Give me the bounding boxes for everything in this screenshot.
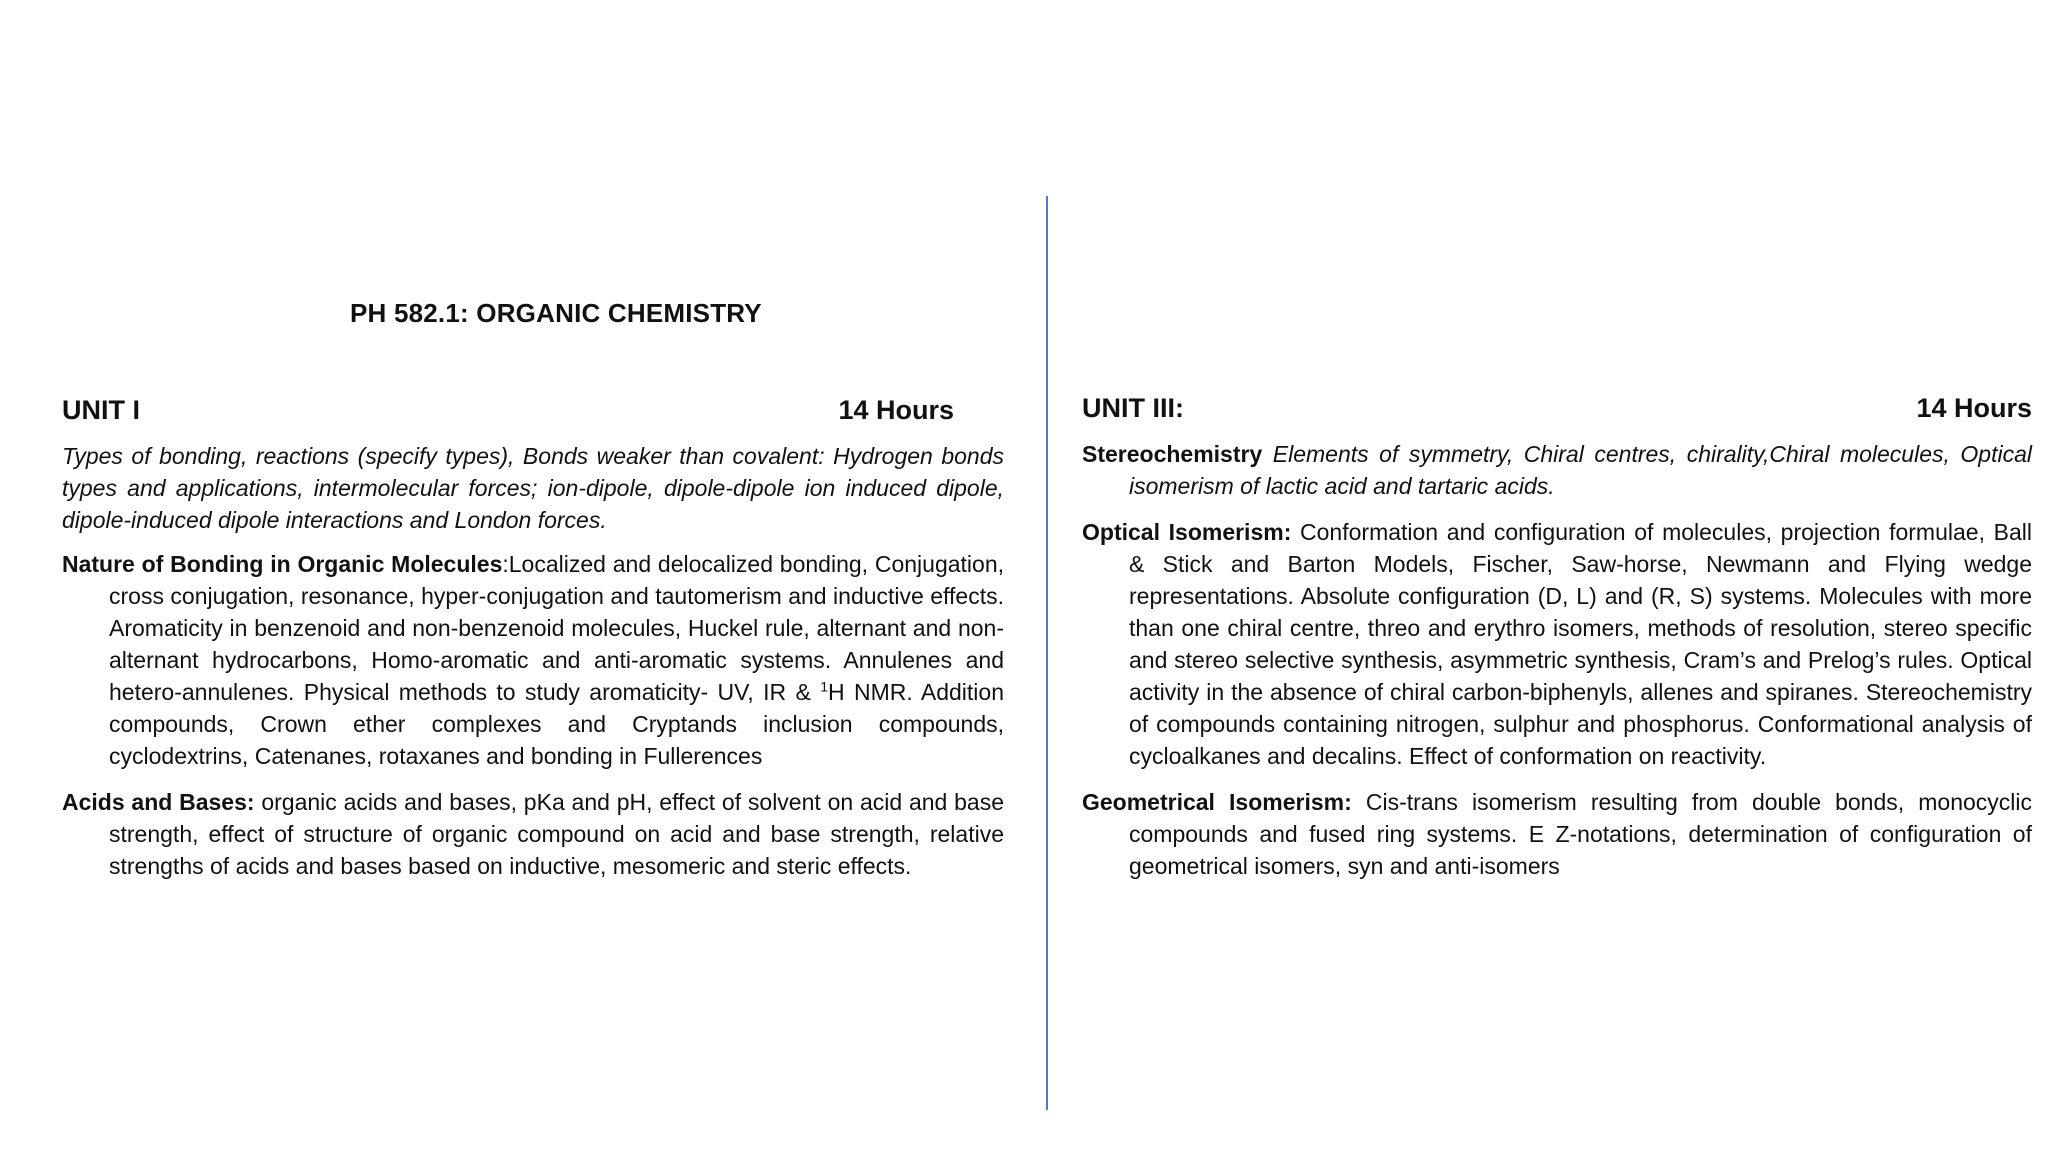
unit-3-hours: 14 Hours: [1916, 393, 2032, 423]
optical-isomerism-term: Optical Isomerism:: [1082, 519, 1292, 545]
right-column: [1082, 388, 2032, 896]
geometrical-isomerism-paragraph: [1082, 786, 2032, 882]
unit-3-header: [1082, 388, 2032, 428]
stereochemistry-paragraph: [1082, 438, 2032, 502]
optical-isomerism-paragraph: [1082, 516, 2032, 772]
nature-of-bonding-paragraph: [62, 548, 1004, 772]
left-column: [62, 390, 1004, 896]
nature-of-bonding-text-a: :Localized and delocalized bonding, Conjugation, cross conjugation, resonance, hyper-conjugation and tautomerism and inductive effects. Aromaticity in benzenoid and non-benzenoid molecules, Huckel rule, alternant and non-alternant hydrocarbons, Homo-aromatic and anti-aromatic systems. Annulenes and hetero-annulenes. Physical methods to study aromaticity- UV, IR &: [109, 551, 1004, 705]
nature-of-bonding-text-b: H NMR. Addition compounds, Crown ether complexes and Cryptands inclusion compounds, cyclodextrins, Catenanes, rotaxanes and bonding in Fullerences: [109, 679, 1004, 769]
unit-1-intro: Types of bonding, reactions (specify types), Bonds weaker than covalent: Hydrogen bonds types and applications, intermolecular forces; ion-dipole, dipole-dipole ion induced dipole, dipole-induced dipole interactions and London forces.: [62, 443, 1004, 533]
nmr-superscript: 1: [820, 678, 829, 695]
stereochemistry-text: Elements of symmetry, Chiral centres, chirality,Chiral molecules, Optical isomerism of lactic acid and tartaric acids.: [1129, 441, 2032, 499]
stereochemistry-term: Stereochemistry: [1082, 441, 1263, 467]
nature-of-bonding-term: Nature of Bonding in Organic Molecules: [62, 551, 503, 577]
course-title: PH 582.1: ORGANIC CHEMISTRY: [350, 298, 762, 328]
unit-1-hours: 14 Hours: [838, 395, 954, 425]
unit-3-label: UNIT III:: [1082, 393, 1184, 423]
unit-1-label: UNIT I: [62, 395, 140, 425]
column-divider: [1046, 196, 1048, 1110]
unit-1-header: [62, 390, 954, 430]
acids-bases-term: Acids and Bases:: [62, 789, 255, 815]
geometrical-isomerism-text: Cis-trans isomerism resulting from double bonds, monocyclic compounds and fused ring systems. E Z-notations, determination of configuration of geometrical isomers, syn and anti-isomers: [1129, 789, 2032, 879]
acids-bases-paragraph: [62, 786, 1004, 882]
geometrical-isomerism-term: Geometrical Isomerism:: [1082, 789, 1352, 815]
acids-bases-text: organic acids and bases, pKa and pH, effect of solvent on acid and base strength, effect of structure of organic compound on acid and base strength, relative strengths of acids and bases based on inductive, mesomeric and steric effects.: [109, 789, 1004, 879]
optical-isomerism-text: Conformation and configuration of molecules, projection formulae, Ball & Stick and Barton Models, Fischer, Saw-horse, Newmann and Flying wedge representations. Absolute configuration (D, L) and (R, S) systems. Molecules with more than one chiral centre, threo and erythro isomers, methods of resolution, stereo specific and stereo selective synthesis, asymmetric synthesis, Cram’s and Prelog’s rules. Optical activity in the absence of chiral carbon-biphenyls, allenes and spiranes. Stereochemistry of compounds containing nitrogen, sulphur and phosphorus. Conformational analysis of cycloalkanes and decalins. Effect of conformation on reactivity.: [1129, 519, 2032, 769]
